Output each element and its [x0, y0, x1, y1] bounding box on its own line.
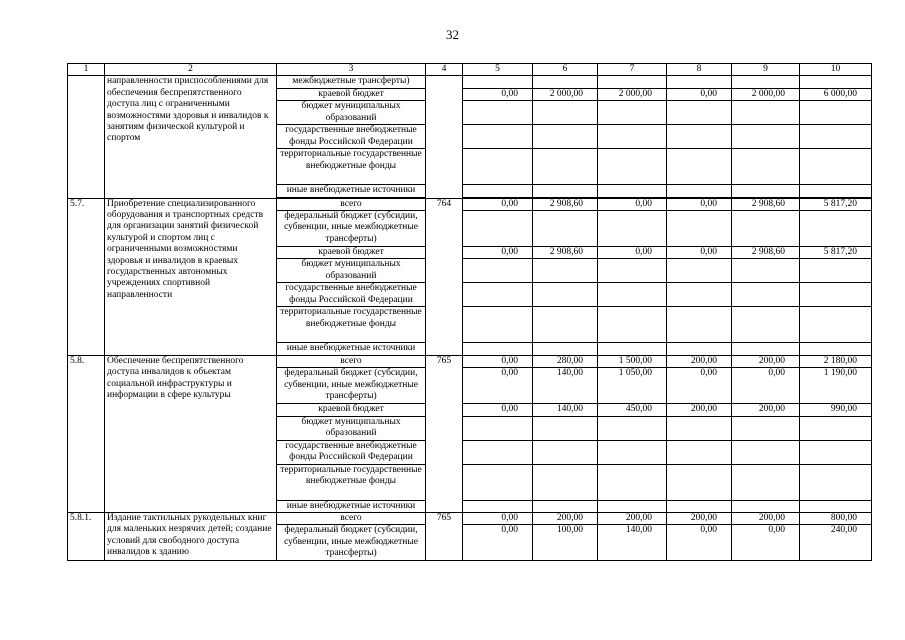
- value-cell: [463, 101, 533, 125]
- header-cell: 6: [533, 64, 598, 76]
- item-number: 5.8.: [68, 355, 105, 512]
- value-cell: 0,00: [598, 247, 667, 259]
- value-cell: [533, 307, 598, 343]
- header-cell: 10: [800, 64, 872, 76]
- value-cell: [732, 440, 800, 464]
- value-cell: 2 000,00: [732, 88, 800, 100]
- value-cell: [667, 283, 732, 307]
- value-cell: [800, 101, 872, 125]
- item-number: 5.7.: [68, 198, 105, 355]
- value-cell: [533, 464, 598, 500]
- item-name: Приобретение специализированного оборудования и транспортных средств для организации занятий физической культурой и спортом лиц с ограниченными возможностями здоровья и инвалидов в краевых государственных автономных учреждениях спортивной направленности: [105, 198, 277, 355]
- table-row: [68, 513, 872, 525]
- value-cell: [800, 416, 872, 440]
- value-cell: [598, 211, 667, 247]
- source-label: иные внебюджетные источники: [277, 343, 426, 355]
- item-code: 765: [426, 513, 463, 561]
- source-label: иные внебюджетные источники: [277, 500, 426, 512]
- value-cell: [800, 283, 872, 307]
- value-cell: [667, 416, 732, 440]
- item-code: [426, 76, 463, 198]
- value-cell: [598, 500, 667, 512]
- value-cell: [732, 343, 800, 355]
- value-cell: [732, 211, 800, 247]
- value-cell: [463, 500, 533, 512]
- value-cell: [800, 500, 872, 512]
- source-label: краевой бюджет: [277, 88, 426, 100]
- value-cell: [598, 307, 667, 343]
- value-cell: [463, 343, 533, 355]
- value-cell: [732, 416, 800, 440]
- source-label: федеральный бюджет (субсидии, субвенции, иные межбюджетные трансферты): [277, 525, 426, 561]
- value-cell: [732, 464, 800, 500]
- value-cell: [598, 416, 667, 440]
- value-cell: 0,00: [732, 368, 800, 404]
- value-cell: 1 190,00: [800, 368, 872, 404]
- value-cell: [667, 76, 732, 88]
- value-cell: 200,00: [732, 355, 800, 367]
- value-cell: 5 817,20: [800, 247, 872, 259]
- source-label: федеральный бюджет (субсидии, субвенции, иные межбюджетные трансферты): [277, 368, 426, 404]
- value-cell: [598, 343, 667, 355]
- value-cell: [732, 76, 800, 88]
- value-cell: [667, 343, 732, 355]
- value-cell: [667, 185, 732, 197]
- value-cell: [598, 283, 667, 307]
- value-cell: [533, 149, 598, 185]
- source-label: территориальные государственные внебюджетные фонды: [277, 464, 426, 500]
- value-cell: [732, 307, 800, 343]
- value-cell: 200,00: [667, 513, 732, 525]
- value-cell: 6 000,00: [800, 88, 872, 100]
- value-cell: [598, 440, 667, 464]
- value-cell: 0,00: [463, 368, 533, 404]
- page-number: 32: [446, 27, 459, 42]
- value-cell: 2 908,60: [533, 247, 598, 259]
- value-cell: [598, 185, 667, 197]
- item-code: 764: [426, 198, 463, 355]
- value-cell: [667, 211, 732, 247]
- value-cell: [533, 101, 598, 125]
- value-cell: [533, 440, 598, 464]
- value-cell: [800, 211, 872, 247]
- value-cell: [533, 500, 598, 512]
- value-cell: 2 908,60: [732, 247, 800, 259]
- value-cell: 0,00: [667, 368, 732, 404]
- value-cell: [463, 76, 533, 88]
- value-cell: [667, 464, 732, 500]
- value-cell: 0,00: [463, 404, 533, 416]
- value-cell: [533, 76, 598, 88]
- source-label: государственные внебюджетные фонды Российской Федерации: [277, 125, 426, 149]
- value-cell: [533, 259, 598, 283]
- value-cell: 0,00: [667, 525, 732, 561]
- value-cell: [533, 185, 598, 197]
- value-cell: [667, 500, 732, 512]
- value-cell: [598, 259, 667, 283]
- value-cell: [533, 343, 598, 355]
- header-cell: 7: [598, 64, 667, 76]
- value-cell: 0,00: [463, 247, 533, 259]
- source-label: территориальные государственные внебюджетные фонды: [277, 149, 426, 185]
- source-label: краевой бюджет: [277, 404, 426, 416]
- value-cell: 200,00: [667, 404, 732, 416]
- value-cell: [533, 125, 598, 149]
- value-cell: [667, 125, 732, 149]
- value-cell: [463, 125, 533, 149]
- source-label: федеральный бюджет (субсидии, субвенции, иные межбюджетные трансферты): [277, 211, 426, 247]
- value-cell: 200,00: [598, 513, 667, 525]
- value-cell: 0,00: [463, 355, 533, 367]
- value-cell: 100,00: [533, 525, 598, 561]
- item-name: Издание тактильных рукодельных книг для маленьких незрячих детей; создание условий для свободного доступа инвалидов к зданию: [105, 513, 277, 561]
- value-cell: 2 000,00: [598, 88, 667, 100]
- value-cell: [800, 307, 872, 343]
- value-cell: [463, 464, 533, 500]
- source-label: государственные внебюджетные фонды Российской Федерации: [277, 283, 426, 307]
- value-cell: [800, 464, 872, 500]
- value-cell: 200,00: [667, 355, 732, 367]
- value-cell: [732, 259, 800, 283]
- value-cell: [598, 125, 667, 149]
- value-cell: 800,00: [800, 513, 872, 525]
- value-cell: 0,00: [463, 198, 533, 210]
- value-cell: 0,00: [598, 198, 667, 210]
- value-cell: [463, 307, 533, 343]
- table-header-row: [68, 64, 872, 76]
- value-cell: [732, 125, 800, 149]
- value-cell: [800, 185, 872, 197]
- value-cell: [732, 283, 800, 307]
- source-label: иные внебюджетные источники: [277, 185, 426, 197]
- value-cell: 200,00: [732, 404, 800, 416]
- item-number: [68, 76, 105, 198]
- header-cell: 8: [667, 64, 732, 76]
- value-cell: [800, 149, 872, 185]
- value-cell: 0,00: [667, 88, 732, 100]
- value-cell: [800, 76, 872, 88]
- value-cell: [463, 416, 533, 440]
- value-cell: [533, 211, 598, 247]
- table-row: [68, 76, 872, 88]
- value-cell: 2 908,60: [533, 198, 598, 210]
- value-cell: [800, 440, 872, 464]
- source-label: межбюджетные трансферты): [277, 76, 426, 88]
- value-cell: [667, 259, 732, 283]
- value-cell: [463, 211, 533, 247]
- source-label: бюджет муниципальных образований: [277, 416, 426, 440]
- value-cell: [598, 464, 667, 500]
- header-cell: 1: [68, 64, 105, 76]
- value-cell: [667, 440, 732, 464]
- value-cell: [463, 185, 533, 197]
- item-number: 5.8.1.: [68, 513, 105, 561]
- value-cell: 2 000,00: [533, 88, 598, 100]
- value-cell: 200,00: [533, 513, 598, 525]
- value-cell: [598, 149, 667, 185]
- value-cell: [732, 500, 800, 512]
- value-cell: [732, 149, 800, 185]
- source-label: территориальные государственные внебюджетные фонды: [277, 307, 426, 343]
- source-label: государственные внебюджетные фонды Российской Федерации: [277, 440, 426, 464]
- value-cell: [463, 149, 533, 185]
- value-cell: [463, 283, 533, 307]
- table-row: [68, 355, 872, 367]
- budget-table: [67, 63, 872, 561]
- table-row: [68, 198, 872, 210]
- value-cell: [800, 343, 872, 355]
- source-label: краевой бюджет: [277, 247, 426, 259]
- value-cell: 2 908,60: [732, 198, 800, 210]
- value-cell: 5 817,20: [800, 198, 872, 210]
- source-label: всего: [277, 355, 426, 367]
- value-cell: [732, 185, 800, 197]
- value-cell: [533, 416, 598, 440]
- value-cell: [463, 440, 533, 464]
- value-cell: 140,00: [598, 525, 667, 561]
- value-cell: [667, 307, 732, 343]
- item-name: Обеспечение беспрепятственного доступа инвалидов к объектам социальной инфраструктуры и информации в сфере культуры: [105, 355, 277, 512]
- value-cell: 200,00: [732, 513, 800, 525]
- value-cell: 0,00: [667, 247, 732, 259]
- header-cell: 9: [732, 64, 800, 76]
- header-cell: 2: [105, 64, 277, 76]
- value-cell: 140,00: [533, 368, 598, 404]
- value-cell: [800, 259, 872, 283]
- value-cell: 0,00: [463, 88, 533, 100]
- header-cell: 4: [426, 64, 463, 76]
- source-label: всего: [277, 513, 426, 525]
- value-cell: [667, 149, 732, 185]
- value-cell: [598, 76, 667, 88]
- value-cell: 140,00: [533, 404, 598, 416]
- source-label: всего: [277, 198, 426, 210]
- value-cell: 280,00: [533, 355, 598, 367]
- value-cell: 0,00: [667, 198, 732, 210]
- value-cell: 2 180,00: [800, 355, 872, 367]
- value-cell: 1 050,00: [598, 368, 667, 404]
- value-cell: [667, 101, 732, 125]
- item-name: направленности приспособлениями для обеспечения беспрепятственного доступа лиц с ограниченными возможностями здоровья и инвалидов к занятиям физической культурой и спортом: [105, 76, 277, 198]
- value-cell: 0,00: [463, 513, 533, 525]
- value-cell: 450,00: [598, 404, 667, 416]
- value-cell: [533, 283, 598, 307]
- header-cell: 5: [463, 64, 533, 76]
- value-cell: [463, 259, 533, 283]
- header-cell: 3: [277, 64, 426, 76]
- value-cell: 240,00: [800, 525, 872, 561]
- source-label: бюджет муниципальных образований: [277, 259, 426, 283]
- source-label: бюджет муниципальных образований: [277, 101, 426, 125]
- value-cell: 1 500,00: [598, 355, 667, 367]
- value-cell: 990,00: [800, 404, 872, 416]
- value-cell: 0,00: [732, 525, 800, 561]
- value-cell: [732, 101, 800, 125]
- value-cell: [800, 125, 872, 149]
- value-cell: [598, 101, 667, 125]
- item-code: 765: [426, 355, 463, 512]
- value-cell: 0,00: [463, 525, 533, 561]
